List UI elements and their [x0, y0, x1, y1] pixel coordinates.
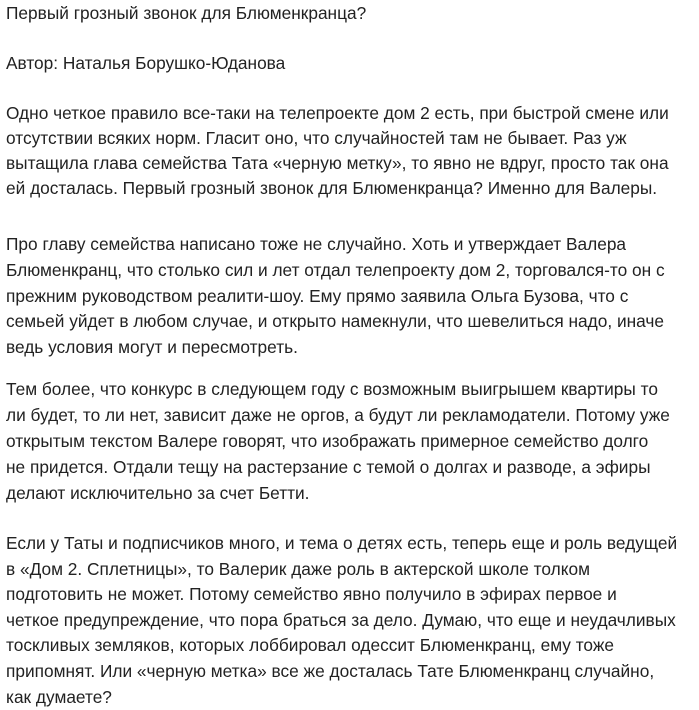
paragraph-line: делают исключительно за счет Бетти.	[6, 482, 310, 503]
article-paragraph	[6, 531, 677, 710]
paragraph-line: Тем более, что конкурс в следующем году с возможным выигрышем квартиры то	[6, 379, 658, 399]
paragraph-line: как думаете?	[6, 686, 112, 707]
paragraph-line: открытым текстом Валере говорят, что изображать примерное семейство долго	[6, 430, 649, 451]
article-paragraph	[6, 101, 669, 201]
article-paragraph	[6, 232, 665, 361]
paragraph-line: не придется. Отдали тещу на растерзание с темой о долгах и разводе, а эфиры	[6, 456, 651, 477]
paragraph-line: прежним руководством реалити-шоу. Ему прямо заявила Ольга Бузова, что с	[6, 285, 629, 306]
article-paragraph	[6, 377, 670, 506]
paragraph-line: семьей уйдет в любом случае, и открыто намекнули, что шевелиться надо, иначе	[6, 311, 665, 332]
paragraph-line: тоскливых земляков, которых лоббировал одессит Блюменкранц, ему тоже	[6, 635, 615, 656]
paragraph-line: ей досталась. Первый грозный звонок для Блюменкранца? Именно для Валеры.	[6, 178, 658, 198]
paragraph-line: четкое предупреждение, что пора браться за дело. Думаю, что еще и неудачливых	[6, 609, 676, 630]
paragraph-line: припомнят. Или «черную метка» все же досталась Тате Блюменкранц случайно,	[6, 660, 655, 681]
paragraph-line: отсутствии всяких норм. Гласит оно, что случайностей там не бывает. Раз уж	[6, 128, 627, 148]
article-author: Автор: Наталья Борушко-Юданова	[6, 53, 286, 73]
paragraph-line: Блюменкранц, что столько сил и лет отдал телепроекту дом 2, торговался-то он с	[6, 259, 665, 280]
paragraph-line: ведь условия могут и пересмотреть.	[6, 337, 298, 358]
paragraph-line: Про главу семейства написано тоже не случайно. Хоть и утверждает Валера	[6, 234, 627, 254]
paragraph-line: ли будет, то ли нет, зависит даже не оргов, а будут ли рекламодатели. Потому уже	[6, 404, 670, 425]
paragraph-line: Одно четкое правило все-таки на телепроекте дом 2 есть, при быстрой смене или	[6, 103, 669, 123]
article-title: Первый грозный звонок для Блюменкранца?	[6, 3, 367, 23]
paragraph-line: Если у Таты и подписчиков много, и тема о детях есть, теперь еще и роль ведущей	[6, 533, 678, 553]
paragraph-line: в «Дом 2. Сплетницы», то Валерик даже роль в актерской школе толком	[6, 558, 590, 579]
paragraph-line: подготовить не может. Потому семейство явно получило в эфирах первое и	[6, 584, 617, 605]
paragraph-line: вытащила глава семейства Тата «черную метку», то явно не вдруг, просто так она	[6, 153, 669, 173]
